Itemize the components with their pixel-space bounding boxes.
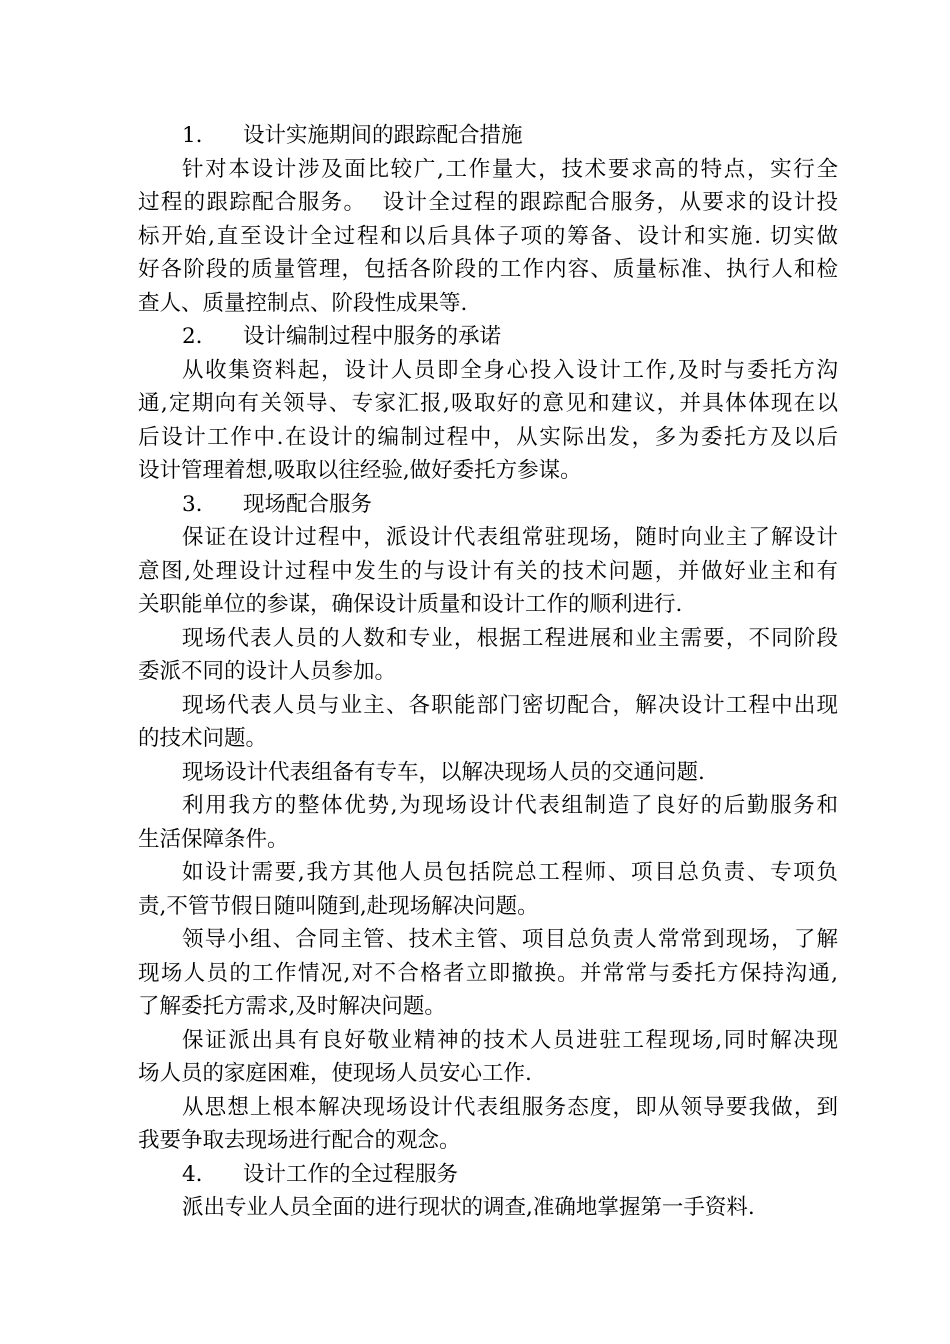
section-title: 设计编制过程中服务的承诺 [243, 324, 502, 349]
paragraph-line: 现场设计代表组备有专车，以解决现场人员的交通问题. [182, 759, 705, 785]
section-heading [138, 320, 838, 354]
paragraph [138, 689, 838, 756]
paragraph-line: 好各阶段的质量管理，包括各阶段的工作内容、质量标准、执行人和检 [138, 257, 838, 282]
paragraph-line: 意图,处理设计过程中发生的与设计有关的技术问题，并做好业主和有 [138, 558, 838, 584]
paragraph-line: 现场人员的工作情况,对不合格者立即撤换。并常常与委托方保持沟通, [138, 960, 838, 986]
paragraph-line: 责,不管节假日随叫随到,赴现场解决问题。 [138, 893, 539, 919]
paragraph-line: 利用我方的整体优势,为现场设计代表组制造了良好的后勤服务和 [182, 793, 838, 818]
paragraph-line: 设计管理着想,吸取以往经验,做好委托方参谋。 [138, 458, 582, 483]
paragraph [138, 521, 838, 622]
paragraph-line: 委派不同的设计人员参加。 [138, 659, 397, 684]
paragraph-line: 场人员的家庭困难，使现场人员安心工作. [138, 1061, 532, 1086]
paragraph-line: 关职能单位的参谋，确保设计质量和设计工作的顺利进行. [138, 592, 683, 617]
paragraph [138, 856, 838, 923]
section-title: 设计工作的全过程服务 [243, 1161, 459, 1187]
paragraph [138, 354, 838, 488]
paragraph-line: 生活保障条件。 [138, 826, 289, 852]
section-title: 设计实施期间的跟踪配合措施 [243, 123, 523, 148]
paragraph-line: 保证派出具有良好敬业精神的技术人员进驻工程现场,同时解决现 [182, 1027, 838, 1053]
paragraph [138, 1191, 838, 1225]
section-number: 4. [182, 1161, 203, 1187]
paragraph [138, 1091, 838, 1158]
paragraph-line: 现场代表人员与业主、各职能部门密切配合，解决设计工程中出现 [182, 692, 838, 718]
paragraph-line: 过程的跟踪配合服务。 设计全过程的跟踪配合服务，从要求的设计投 [138, 190, 838, 215]
document-page [138, 119, 838, 1225]
section-heading [138, 488, 838, 522]
paragraph-line: 如设计需要,我方其他人员包括院总工程师、项目总负责、专项负 [182, 860, 838, 885]
paragraph-line: 派出专业人员全面的进行现状的调查,准确地掌握第一手资料. [182, 1195, 755, 1220]
paragraph [138, 622, 838, 689]
section-number: 2. [182, 324, 203, 349]
paragraph-line: 针对本设计涉及面比较广,工作量大，技术要求高的特点，实行全 [182, 156, 838, 182]
paragraph-line: 保证在设计过程中，派设计代表组常驻现场，随时向业主了解设计 [182, 525, 838, 550]
paragraph-line: 从思想上根本解决现场设计代表组服务态度，即从领导要我做，到 [182, 1094, 838, 1120]
section-heading [138, 1158, 838, 1192]
paragraph [138, 923, 838, 1024]
paragraph [138, 789, 838, 856]
paragraph [138, 1024, 838, 1091]
section-number: 1. [182, 123, 203, 148]
paragraph-line: 我要争取去现场进行配合的观念。 [138, 1128, 461, 1153]
paragraph-line: 后设计工作中.在设计的编制过程中，从实际出发，多为委托方及以后 [138, 424, 838, 450]
paragraph-line: 通,定期向有关领导、专家汇报,吸取好的意见和建议，并具体体现在以 [138, 391, 838, 416]
section-title: 现场配合服务 [243, 491, 373, 517]
paragraph-line: 的技术问题。 [138, 726, 268, 751]
paragraph-line: 现场代表人员的人数和专业，根据工程进展和业主需要，不同阶段 [182, 625, 838, 651]
paragraph-line: 查人、质量控制点、阶段性成果等. [138, 290, 468, 316]
paragraph [138, 756, 838, 790]
paragraph-line: 标开始,直至设计全过程和以后具体子项的筹备、设计和实施. 切实做 [138, 223, 838, 249]
paragraph-line: 从收集资料起，设计人员即全身心投入设计工作,及时与委托方沟 [182, 357, 838, 383]
paragraph-line: 了解委托方需求,及时解决问题。 [138, 994, 446, 1019]
paragraph [138, 153, 838, 321]
section-number: 3. [182, 491, 203, 517]
section-heading [138, 119, 838, 153]
paragraph-line: 领导小组、合同主管、技术主管、项目总负责人常常到现场，了解 [182, 927, 838, 952]
